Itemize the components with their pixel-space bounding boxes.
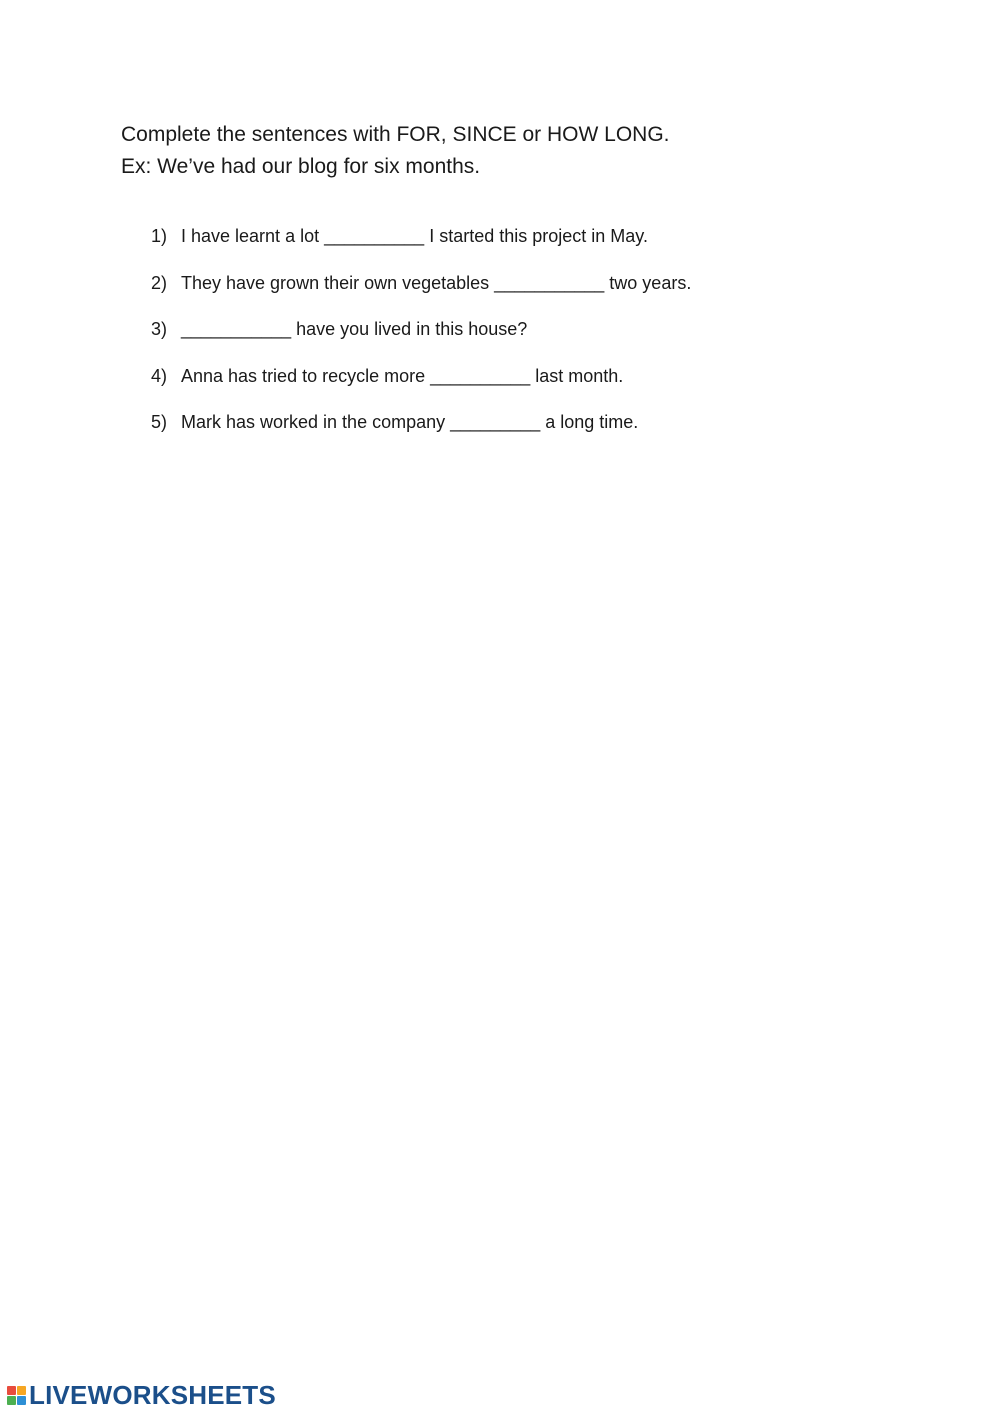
example-text: Ex: We’ve had our blog for six months.: [121, 155, 481, 178]
logo-square: [7, 1386, 16, 1395]
exercise-item: [151, 315, 911, 343]
exercise-sentence: I have learnt a lot __________ I started this project in May.: [181, 226, 648, 246]
exercise-item: [151, 222, 911, 250]
liveworksheets-logo: [7, 1380, 276, 1410]
exercise-number: 2): [151, 272, 168, 293]
exercise-item: [151, 269, 911, 297]
logo-mark-icon: [7, 1386, 26, 1405]
instruction-text: Complete the sentences with FOR, SINCE or HOW LONG.: [121, 123, 670, 146]
exercise-sentence: Mark has worked in the company _________ a long time.: [181, 412, 639, 432]
exercise-number: 1): [151, 226, 168, 246]
exercise-number: 3): [151, 319, 168, 339]
logo-text: LIVEWORKSHEETS: [29, 1380, 276, 1410]
logo-square: [17, 1386, 26, 1395]
exercise-sentence: ___________ have you lived in this house?: [181, 319, 528, 339]
exercise-number: 5): [151, 412, 168, 432]
exercise-number: 4): [151, 365, 168, 386]
exercise-sentence: Anna has tried to recycle more __________ last month.: [181, 365, 624, 386]
exercise-item: [151, 408, 911, 436]
exercise-item: [151, 362, 911, 390]
exercise-list: [151, 222, 911, 455]
logo-square: [7, 1396, 16, 1405]
exercise-sentence: They have grown their own vegetables ___________ two years.: [181, 272, 692, 293]
logo-square: [17, 1396, 26, 1405]
instructions-block: [121, 119, 881, 183]
